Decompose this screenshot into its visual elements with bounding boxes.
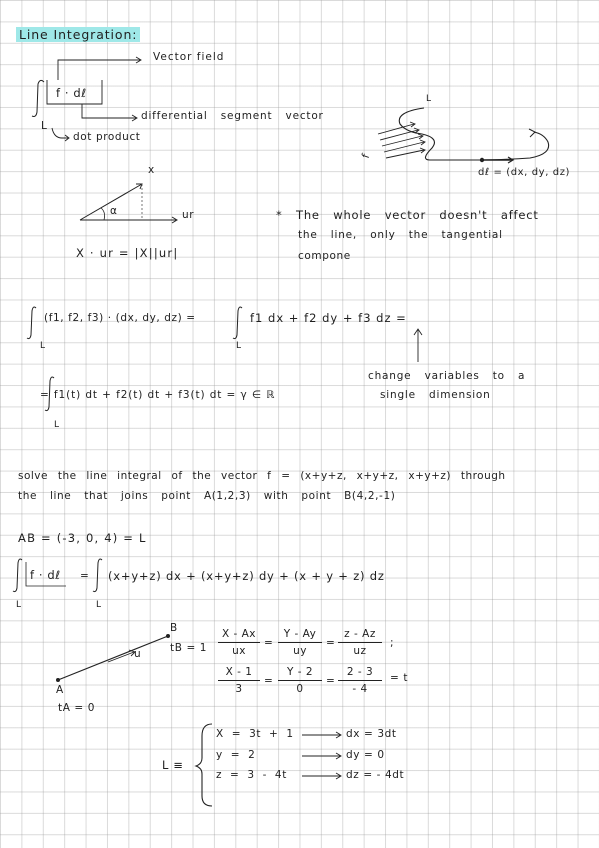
- vector-field-arrow: [58, 60, 140, 80]
- problem-statement-2: the line that joins point A(1,2,3) with point B(4,2,-1): [18, 490, 396, 502]
- eq-sign: =: [264, 637, 274, 649]
- u-vector-label: u: [134, 648, 142, 660]
- point-a-label: A: [56, 684, 64, 696]
- general-eq-2: = f1(t) dt + f2(t) dt + f3(t) dt = γ ∈ ℝ: [40, 389, 276, 401]
- differential-arrow: [82, 104, 136, 118]
- x-label: x: [148, 164, 155, 176]
- t-a-label: tA = 0: [58, 702, 96, 714]
- integral-expression: f · dℓ: [56, 86, 87, 100]
- fraction-z-values: 2 - 3 - 4: [338, 666, 382, 695]
- fraction-x: X - Ax ux: [218, 628, 260, 657]
- differential-label: differential segment vector: [141, 110, 324, 122]
- sketch-dl-expression: dℓ = (dx, dy, dz): [478, 167, 571, 178]
- system-dz: dz = - 4dt: [346, 769, 405, 781]
- field-arrows: [378, 122, 425, 158]
- change-variables-note-2: single dimension: [380, 389, 491, 401]
- t-b-label: tB = 1: [170, 642, 208, 654]
- fraction-x-values: X - 1 3: [218, 666, 260, 695]
- projection-note-2: the line, only the tangential: [298, 229, 503, 241]
- unit-vector-label: ur: [182, 209, 195, 221]
- system-label: L ≡: [162, 758, 184, 772]
- point-b-label: B: [170, 622, 178, 634]
- page-title: Line Integration:: [16, 27, 140, 42]
- system-y: y = 2: [216, 749, 256, 761]
- system-dx: dx = 3dt: [346, 728, 397, 740]
- sketch-field-label: f: [359, 151, 373, 161]
- angle-label: α: [110, 205, 118, 217]
- fraction-z: z - Az uz: [338, 628, 382, 657]
- system-z: z = 3 - 4t: [216, 769, 287, 781]
- general-eq-lhs: (f1, f2, f3) · (dx, dy, dz) =: [44, 312, 196, 324]
- problem-integral-eq: =: [80, 570, 90, 582]
- projection-note-1: * The whole vector doesn't affect: [276, 208, 539, 222]
- problem-integral-lhs: f · dℓ: [30, 568, 61, 582]
- row2-end: = t: [390, 672, 409, 684]
- curve-label-l: L: [41, 120, 48, 132]
- general-curve-label-3: L: [54, 420, 60, 430]
- general-curve-label-1: L: [40, 341, 46, 351]
- fraction-y-values: Y - 2 0: [278, 666, 322, 695]
- problem-statement-1: solve the line integral of the vector f = (x+y+z, x+y+z, x+y+z) through: [18, 470, 506, 482]
- eq-sign: =: [326, 637, 336, 649]
- dot-product-arrow: [52, 128, 68, 138]
- eq-sign: =: [326, 675, 336, 687]
- system-x: X = 3t + 1: [216, 728, 294, 740]
- problem-curve-label-1: L: [16, 600, 22, 610]
- eq-sign: =: [264, 675, 274, 687]
- vector-field-label: Vector field: [153, 51, 225, 63]
- problem-integral-rhs: (x+y+z) dx + (x+y+z) dy + (x + y + z) dz: [108, 569, 385, 583]
- system-dy: dy = 0: [346, 749, 385, 761]
- sketch-curve-label: L: [426, 94, 432, 104]
- segment-ab: [58, 636, 168, 680]
- system-brace: [196, 724, 212, 806]
- fraction-y: Y - Ay uy: [278, 628, 322, 657]
- projection-formula: X · ur = |X||ur|: [76, 246, 179, 260]
- change-variables-note-1: change variables to a: [368, 370, 526, 382]
- integral-sign: [32, 80, 44, 116]
- projection-note-3: compone: [298, 250, 351, 262]
- problem-curve-label-2: L: [96, 600, 102, 610]
- dot-product-label: dot product: [73, 131, 141, 143]
- row1-end: ;: [390, 637, 395, 649]
- general-curve-label-2: L: [236, 341, 242, 351]
- general-eq-rhs: f1 dx + f2 dy + f3 dz =: [250, 311, 407, 325]
- angle-arc: [101, 208, 105, 220]
- ab-vector: AB = (-3, 0, 4) = L: [18, 531, 147, 545]
